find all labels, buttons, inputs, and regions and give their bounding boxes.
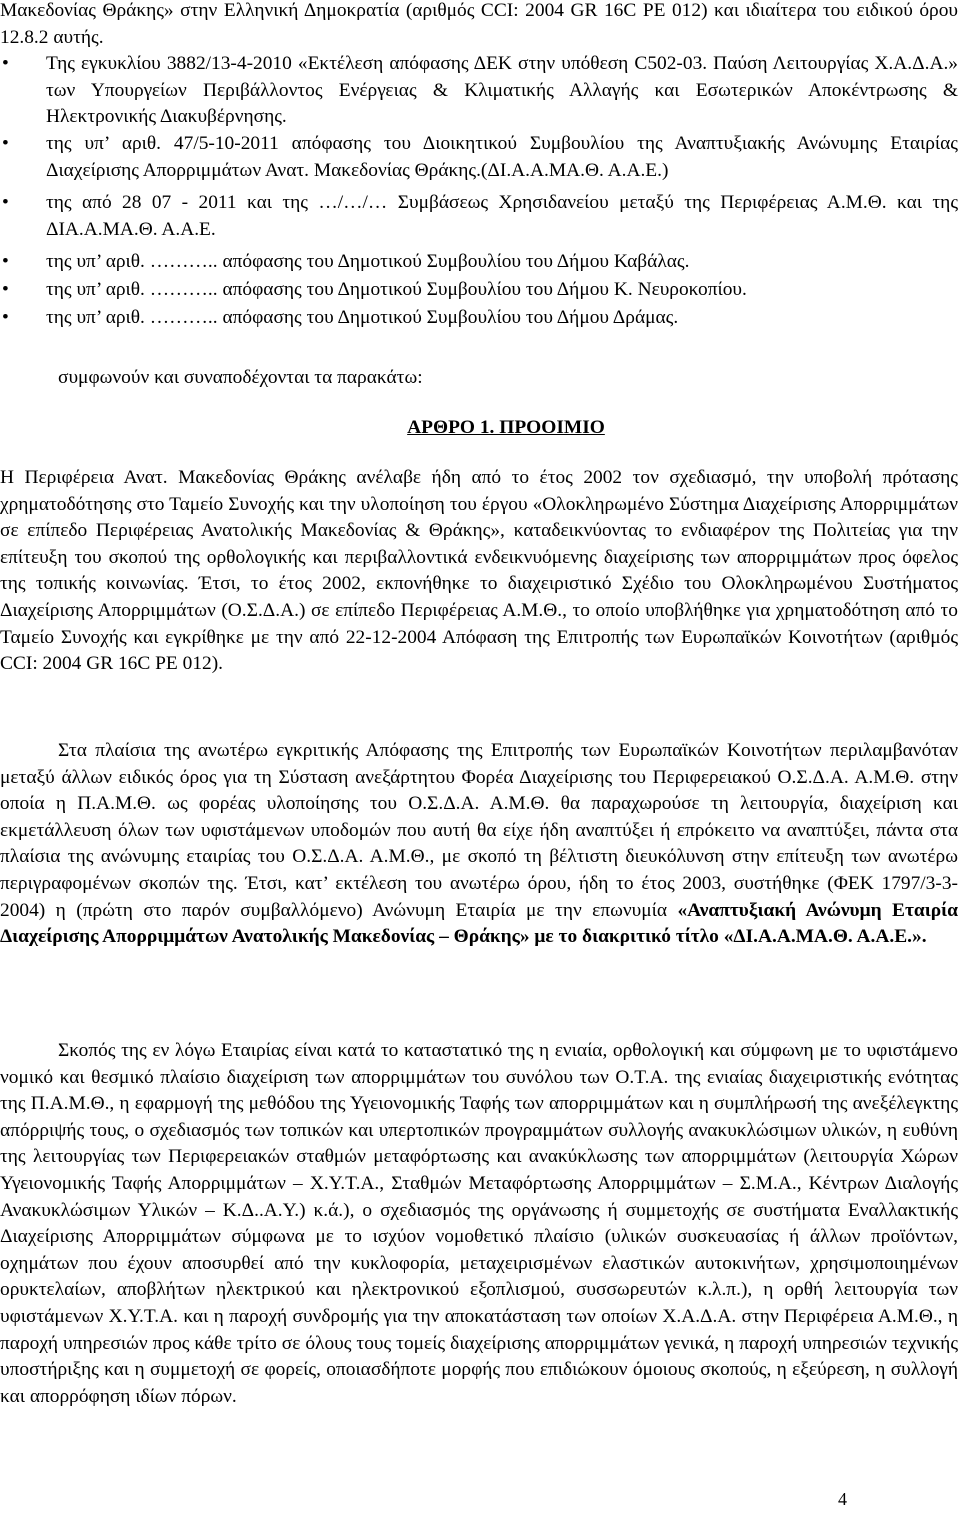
continuation-text: Μακεδονίας Θράκης» στην Ελληνική Δημοκρατία (αριθμός CCI: 2004 GR 16C PE 012) και ιδιαίτερα του ειδικού όρου 12.8.2 αυτής. [0,0,958,48]
paragraph [0,738,958,951]
bullet-icon: • [2,192,9,213]
list-item-text: της υπ’ αριθ. 47/5-10-2011 απόφασης του Διοικητικού Συμβουλίου της Αναπτυξιακής Ανώνυμης Εταιρίας Διαχείρισης Απορριμμάτων Ανατ. Μακεδονίας Θράκης.(ΔΙ.Α.Α.ΜΑ.Θ. Α.Α.Ε.) [46,133,958,181]
paragraph-text: Στα πλαίσια της ανωτέρω εγκριτικής Απόφασης της Επιτροπής των Ευρωπαϊκών Κοινοτήτων περιλαμβανόταν μεταξύ άλλων ειδικός όρος για τη Σύσταση ανεξάρτητου Φορέα Διαχείρισης του Περιφερειακού Ο.Σ.Δ.Α. Α.Μ.Θ. στην οποία η Π.Α.Μ.Θ. ως φορέας υλοποίησης του Ο.Σ.Δ.Α. Α.Μ.Θ. θα παραχωρούσε τη λειτουργία, διαχείριση και εκμετάλλευση όλων των υφιστάμενων υποδομών που αυτή θα είχε ήδη αναπτύξει ή επρόκειτο να αναπτύξει, πάντα στα πλαίσια της ανώνυμης εταιρίας του Ο.Σ.Δ.Α. Α.Μ.Θ., με σκοπό τη βέλτιστη διευκόλυνση στην επίτευξη των ανωτέρω περιγραφομένων σκοπών της. Έτσι, κατ’ εκτέλεση του ανωτέρω όρου, ήδη το έτος 2003, συστήθηκε (ΦΕΚ 1797/3-3-2004) η (πρώτη στο παρόν συμβαλλόμενο) Ανώνυμη Εταιρία με την επωνυμία [0,740,958,921]
list-item [0,190,958,243]
list-item [0,51,958,131]
list-item [0,277,958,304]
page-number: 4 [838,1489,847,1509]
bullet-icon: • [2,133,9,154]
bullet-icon: • [2,251,9,272]
list-item-text: της υπ’ αριθ. ……….. απόφασης του Δημοτικού Συμβουλίου του Δήμου Καβάλας. [46,251,690,272]
list-item-text: της από 28 07 - 2011 και της …/…/… Συμβάσεως Χρησιδανείου μεταξύ της Περιφέρειας Α.Μ.Θ. και της ΔΙΑ.Α.ΜΑ.Θ. Α.Α.Ε. [46,192,958,240]
list-item [0,305,958,332]
bullet-icon: • [2,279,9,300]
article-heading: ΑΡΘΡΟ 1. ΠΡΟΟΙΜΙΟ [407,417,605,438]
list-item [0,131,958,184]
paragraph: Η Περιφέρεια Ανατ. Μακεδονίας Θράκης ανέλαβε ήδη από το έτος 2002 τον σχεδιασμό, την υποβολή πρότασης χρηματοδότησης στο Ταμείο Συνοχής και την υλοποίηση του έργου «Ολοκληρωμένο Σύστημα Διαχείρισης Απορριμμάτων σε επίπεδο Περιφέρειας Ανατολικής Μακεδονίας & Θράκης», καταδεικνύοντας το ενδιαφέρον της Πολιτείας για την επίτευξη του σκοπού της ορθολογικής και περιβαλλοντικά ενδεικνυόμενης διαχείρισης των απορριμμάτων προς όφελος της τοπικής κοινωνίας. Έτσι, το έτος 2002, εκπονήθηκε το διαχειριστικό Σχέδιο του Ολοκληρωμένου Συστήματος Διαχείρισης Απορριμμάτων (Ο.Σ.Δ.Α.) σε επίπεδο Περιφέρειας Α.Μ.Θ., το οποίο υποβλήθηκε για χρηματοδότηση από το Ταμείο Συνοχής και εγκρίθηκε με την από 22-12-2004 Απόφαση της Επιτροπής των Ευρωπαϊκών Κοινοτήτων (αριθμός CCI: 2004 GR 16C PE 012). [0,467,958,675]
list-item-text: Της εγκυκλίου 3882/13-4-2010 «Εκτέλεση απόφασης ΔΕΚ στην υπόθεση C502-03. Παύση Λειτουργίας Χ.Α.Δ.Α.» των Υπουργείων Περιβάλλοντος Ενέργειας & Κλιματικής Αλλαγής και Εσωτερικών Αποκέντρωσης & Ηλεκτρονικής Διακυβέρνησης. [46,53,958,128]
list-item [0,249,958,276]
bullet-icon: • [2,53,9,74]
bullet-icon: • [2,307,9,328]
agreement-line: συμφωνούν και συναποδέχονται τα παρακάτω: [58,367,423,388]
paragraph: Σκοπός της εν λόγω Εταιρίας είναι κατά το καταστατικό της η ενιαία, ορθολογική και σύμφωνη με το υφιστάμενο νομικό και θεσμικό πλαίσιο διαχείριση των απορριμμάτων του συνόλου των Ο.Τ.Α. της ενιαίας διαχειριστικής ενότητας της Π.Α.Μ.Θ., η εφαρμογή της μεθόδου της Υγειονομικής Ταφής των απορριμμάτων και η συμπλήρωσή της ανεξέλεγκτης απόρριψής τους, ο σχεδιασμός των τοπικών και υπερτοπικών προγραμμάτων συλλογής ανακυκλώσιμων υλικών, η ευθύνη της λειτουργίας των Περιφερειακών σταθμών μεταφόρτωσης και ανακύκλωσης των απορριμμάτων (λειτουργία Χώρων Υγειονομικής Ταφής Απορριμμάτων – Χ.Υ.Τ.Α., Σταθμών Μεταφόρτωσης Απορριμμάτων – Σ.Μ.Α., Κέντρων Διαλογής Ανακυκλώσιμων Υλικών – Κ.Δ..Α.Υ.) κ.ά.), ο σχεδιασμός της οργάνωσης ή συμμετοχής σε συστήματα Εναλλακτικής Διαχείρισης Απορριμμάτων σύμφωνα με το ισχύον νομοθετικό πλαίσιο (υλικών συσκευασίας ή άλλων προϊόντων, οχημάτων που έχουν αποσυρθεί από την κυκλοφορία, μεταχειρισμένων ελαστικών αυτοκινήτων, χρησιμοποιημένων ορυκτελαίων, αποβλήτων ηλεκτρικού και ηλεκτρονικού εξοπλισμού, συσσωρευτών κ.λ.π.), η ορθή λειτουργία των υφιστάμενων Χ.Υ.Τ.Α. και η παροχή συνδρομής για την αποκατάσταση των οποίων Χ.Α.Δ.Α. στην Περιφέρεια Α.Μ.Θ., η παροχή υπηρεσιών προς κάθε τρίτο σε όλους τους τομείς διαχείρισης απορριμμάτων γενικά, η παροχή υπηρεσιών τεχνικής υποστήριξης και η συμμετοχή σε φορείς, οποιασδήποτε μορφής που επιδιώκουν όμοιους σκοπούς, η εξεύρεση, η συλλογή και απορρόφηση ιδίων πόρων. [0,1040,958,1407]
list-item-text: της υπ’ αριθ. ……….. απόφασης του Δημοτικού Συμβουλίου του Δήμου Κ. Νευροκοπίου. [46,279,747,300]
list-item-text: της υπ’ αριθ. ……….. απόφασης του Δημοτικού Συμβουλίου του Δήμου Δράμας. [46,307,679,328]
company-name: «Αναπτυξιακή Ανώνυμη Εταιρία Διαχείρισης Απορριμμάτων Ανατολικής Μακεδονίας – Θράκης» με το διακριτικό τίτλο «ΔΙ.Α.Α.ΜΑ.Θ. Α.Α.Ε.». [0,899,958,948]
